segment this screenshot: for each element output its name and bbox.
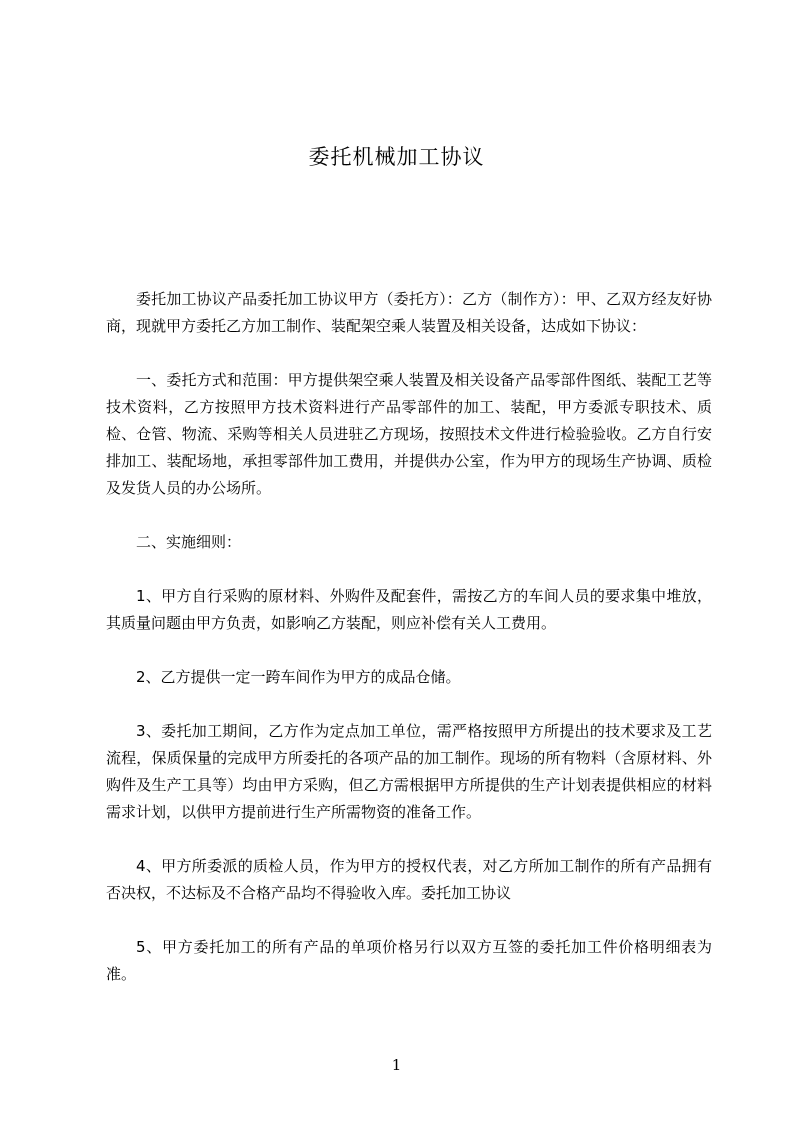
paragraph-item-2: 2、乙方提供一定一跨车间作为甲方的成品仓储。 (136, 668, 461, 686)
paragraph-section-2-heading: 二、实施细则： (136, 533, 242, 551)
paragraph-section-1: 一、委托方式和范围：甲方提供架空乘人装置及相关设备产品零部件图纸、装配工艺等技术资料，乙方按照甲方技术资料进行产品零部件的加工、装配，甲方委派专职技术、质检、仓管、物流、采购等相关人员进驻乙方现场，按照技术文件进行检验验收。乙方自行安排加工、装配场地，承担零部件加工费用，并提供办公室，作为甲方的现场生产协调、质检及发货人员的办公场所。 (106, 371, 712, 497)
page-number: 1 (391, 1056, 402, 1074)
paragraph-item-5: 5、甲方委托加工的所有产品的单项价格另行以双方互签的委托加工件价格明细表为准。 (106, 938, 712, 983)
paragraph-intro: 委托加工协议产品委托加工协议甲方（委托方）：乙方（制作方）：甲、乙双方经友好协商，现就甲方委托乙方加工制作、装配架空乘人装置及相关设备，达成如下协议： (106, 290, 712, 335)
document-body (106, 286, 712, 1015)
paragraph-item-3: 3、委托加工期间，乙方作为定点加工单位，需严格按照甲方所提出的技术要求及工艺流程，保质保量的完成甲方所委托的各项产品的加工制作。现场的所有物料（含原材料、外购件及生产工具等）均由甲方采购，但乙方需根据甲方所提供的生产计划表提供相应的材料需求计划，以供甲方提前进行生产所需物资的准备工作。 (106, 722, 712, 821)
paragraph-item-4: 4、甲方所委派的质检人员，作为甲方的授权代表，对乙方所加工制作的所有产品拥有否决权，不达标及不合格产品均不得验收入库。委托加工协议 (106, 857, 712, 902)
paragraph-item-1: 1、甲方自行采购的原材料、外购件及配套件，需按乙方的车间人员的要求集中堆放，其质量问题由甲方负责，如影响乙方装配，则应补偿有关人工费用。 (106, 587, 712, 632)
document-title: 委托机械加工协议 (308, 145, 485, 169)
